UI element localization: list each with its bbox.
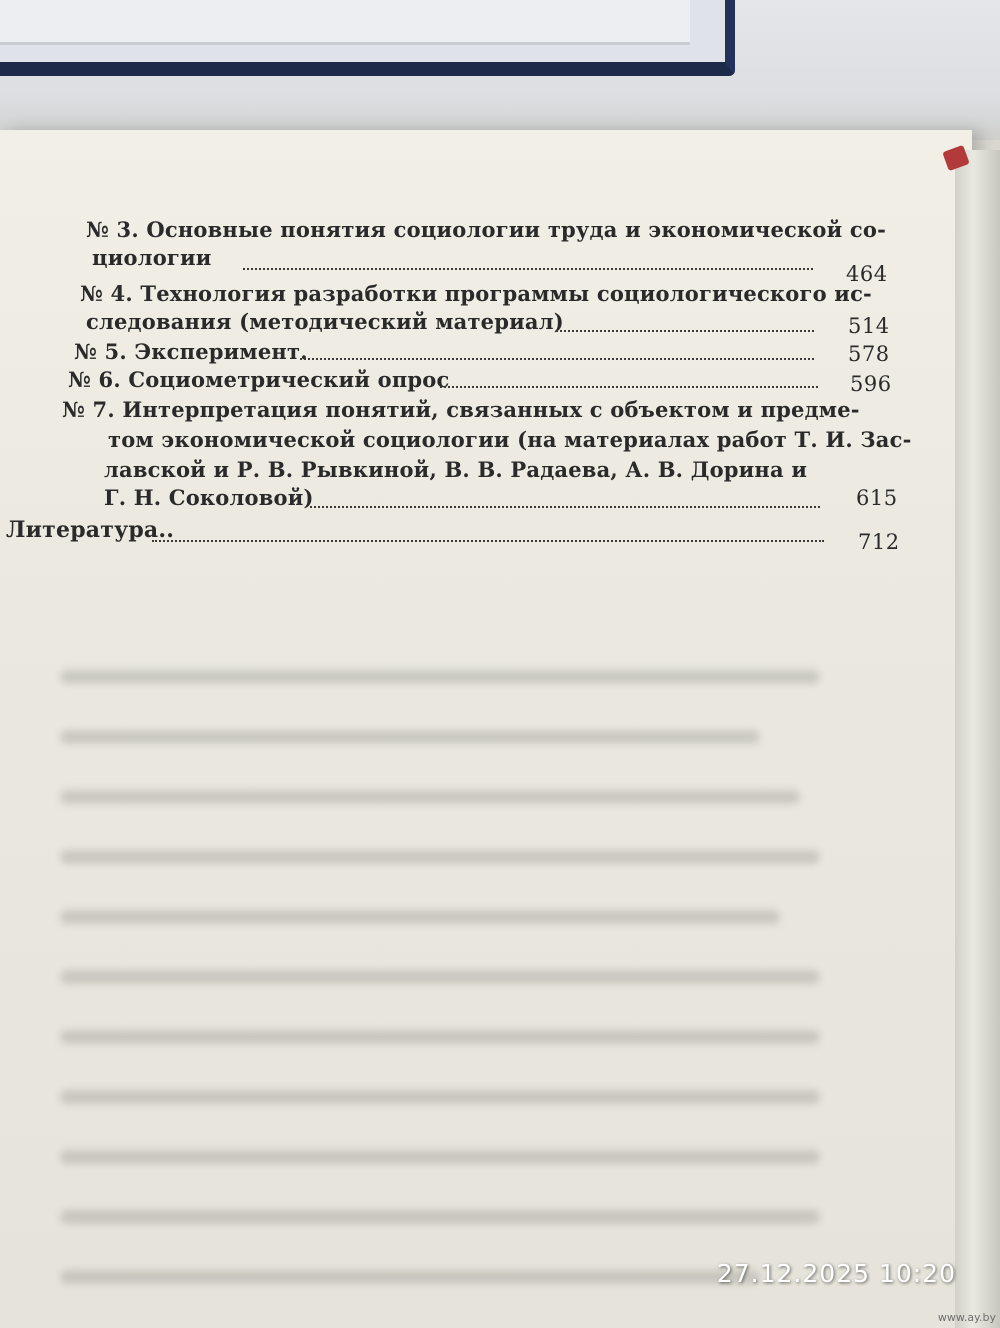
site-watermark: www.ay.by xyxy=(937,1311,996,1324)
photo-timestamp: 27.12.2025 10:20 xyxy=(716,1259,956,1288)
toc-entry-3-line-1: № 3. Основные понятия социологии труда и экономической со- xyxy=(86,217,887,242)
toc-leader-dots xyxy=(310,506,820,508)
toc-entry-6-line-1: № 6. Социометрический опрос xyxy=(68,367,450,392)
toc-entry-7-line-4: Г. Н. Соколовой) xyxy=(104,485,314,510)
page-edge xyxy=(955,150,1000,1328)
toc-leader-dots xyxy=(300,358,814,360)
book-page xyxy=(0,130,972,1328)
toc-entry-4-line-1: № 4. Технология разработки программы социологического ис- xyxy=(80,281,872,306)
toc-entry-7-line-2: том экономической социологии (на материалах работ Т. И. Зас- xyxy=(108,427,912,452)
toc-entry-6-page: 596 xyxy=(850,372,892,396)
toc-literature-page: 712 xyxy=(858,530,900,554)
toc-leader-dots xyxy=(440,386,818,388)
toc-entry-7-line-1: № 7. Интерпретация понятий, связанных с объектом и предме- xyxy=(62,397,860,422)
toc-entry-7-line-3: лавской и Р. В. Рывкиной, В. В. Радаева, А. В. Дорина и xyxy=(104,457,808,482)
toc-entry-5-line-1: № 5. Эксперимент. xyxy=(74,339,308,364)
toc-entry-3-page: 464 xyxy=(846,262,888,286)
toc-entry-4-page: 514 xyxy=(848,314,890,338)
toc-literature-label: Литература.. xyxy=(6,517,175,543)
toc-leader-dots xyxy=(556,330,814,332)
book-cover-edge xyxy=(0,0,735,76)
toc-leader-dots xyxy=(152,540,824,542)
toc-entry-7-page: 615 xyxy=(856,486,898,510)
toc-entry-5-page: 578 xyxy=(848,342,890,366)
toc-leader-dots xyxy=(243,268,813,270)
toc-entry-3-line-2: циологии xyxy=(92,245,212,270)
toc-entry-4-line-2: следования (методический материал) xyxy=(86,309,564,334)
book-pages-edge xyxy=(0,0,690,45)
